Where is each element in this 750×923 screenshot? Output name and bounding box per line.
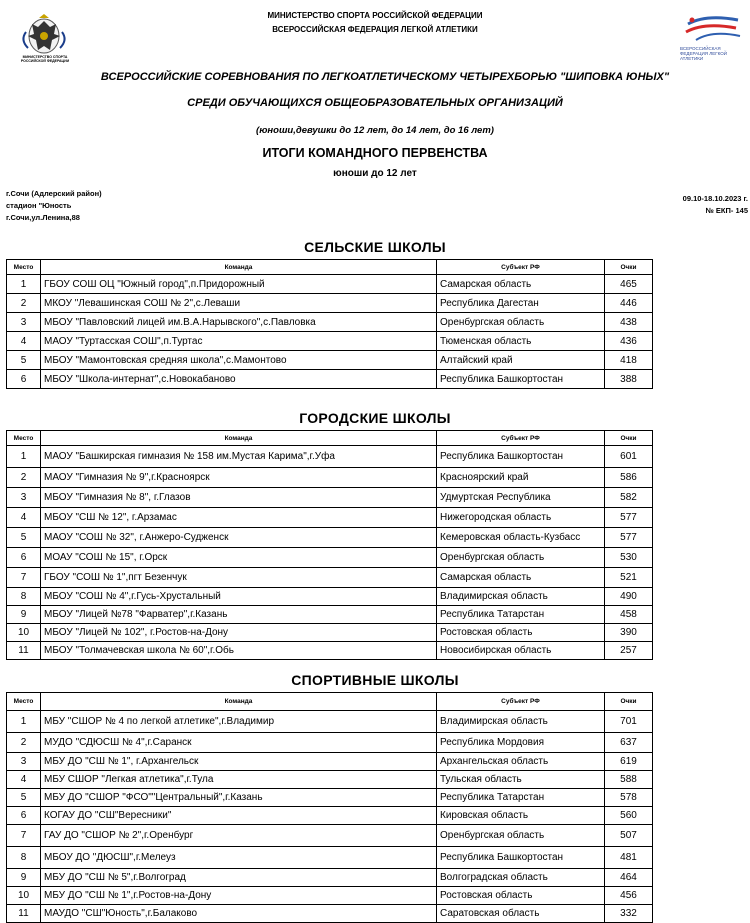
- cell-team: МБОУ "Школа-интернат",с.Новокабаново: [41, 370, 437, 389]
- ministry-name: МИНИСТЕРСТВО СПОРТА РОССИЙСКОЙ ФЕДЕРАЦИИ: [267, 11, 483, 20]
- cell-region: Ростовская область: [437, 887, 605, 905]
- table-header-row: [7, 431, 653, 446]
- column-header-place: Место: [7, 431, 41, 446]
- cell-team: МАОУ "Гимназия № 9",г.Красноярск: [41, 468, 437, 488]
- table-row: [7, 351, 653, 370]
- venue-address: г.Сочи,ул.Ленина,88: [6, 213, 80, 222]
- cell-region: Тюменская область: [437, 332, 605, 351]
- cell-region: Республика Татарстан: [437, 606, 605, 624]
- cell-region: Нижегородская область: [437, 508, 605, 528]
- cell-team: МАОУ "СОШ № 32", г.Анжеро-Судженск: [41, 528, 437, 548]
- cell-points: 456: [605, 887, 653, 905]
- section-title: СЕЛЬСКИЕ ШКОЛЫ: [304, 239, 446, 255]
- table-row: [7, 313, 653, 332]
- cell-points: 458: [605, 606, 653, 624]
- cell-points: 465: [605, 275, 653, 294]
- cell-region: Оренбургская область: [437, 548, 605, 568]
- cell-points: 418: [605, 351, 653, 370]
- cell-team: МБУ ДО "СШ № 1",г.Ростов-на-Дону: [41, 887, 437, 905]
- table-row: [7, 825, 653, 847]
- cell-points: 438: [605, 313, 653, 332]
- venue-stadium: стадион "Юность: [6, 201, 72, 210]
- cell-place: 1: [7, 275, 41, 294]
- table-row: [7, 711, 653, 733]
- cell-points: 637: [605, 733, 653, 753]
- group-label: юноши до 12 лет: [333, 168, 417, 179]
- cell-team: МБОУ "Гимназия № 8", г.Глазов: [41, 488, 437, 508]
- table-header-row: [7, 693, 653, 711]
- cell-points: 490: [605, 588, 653, 606]
- table-row: [7, 446, 653, 468]
- cell-region: Удмуртская Республика: [437, 488, 605, 508]
- venue-block: [6, 188, 102, 224]
- cell-place: 5: [7, 528, 41, 548]
- cell-region: Республика Дагестан: [437, 294, 605, 313]
- cell-points: 481: [605, 847, 653, 869]
- cell-points: 257: [605, 642, 653, 660]
- venue-city: г.Сочи (Адлерский район): [6, 189, 102, 198]
- ministry-emblem-caption: МИНИСТЕРСТВО СПОРТА РОССИЙСКОЙ ФЕДЕРАЦИИ: [20, 55, 70, 63]
- cell-points: 582: [605, 488, 653, 508]
- cell-region: Республика Мордовия: [437, 733, 605, 753]
- column-header-region: Субъект РФ: [437, 260, 605, 275]
- cell-points: 521: [605, 568, 653, 588]
- cell-team: МКОУ "Левашинская СОШ № 2",с.Леваши: [41, 294, 437, 313]
- cell-points: 332: [605, 905, 653, 923]
- cell-region: Ростовская область: [437, 624, 605, 642]
- cell-team: МУДО "СДЮСШ № 4",г.Саранск: [41, 733, 437, 753]
- cell-region: Владимирская область: [437, 711, 605, 733]
- cell-place: 5: [7, 351, 41, 370]
- cell-place: 2: [7, 733, 41, 753]
- cell-team: МБОУ "Павловский лицей им.В.А.Нарывского",с.Павловка: [41, 313, 437, 332]
- cell-region: Самарская область: [437, 275, 605, 294]
- cell-place: 8: [7, 588, 41, 606]
- competition-title-line2: СРЕДИ ОБУЧАЮЩИХСЯ ОБЩЕОБРАЗОВАТЕЛЬНЫХ ОРГАНИЗАЦИЙ: [187, 97, 563, 109]
- column-header-team: Команда: [41, 431, 437, 446]
- cell-region: Республика Башкортостан: [437, 847, 605, 869]
- cell-place: 3: [7, 488, 41, 508]
- cell-place: 11: [7, 905, 41, 923]
- section-title: ГОРОДСКИЕ ШКОЛЫ: [299, 410, 451, 426]
- cell-team: МБОУ "Лицей №78 "Фарватер",г.Казань: [41, 606, 437, 624]
- cell-points: 390: [605, 624, 653, 642]
- cell-region: Красноярский край: [437, 468, 605, 488]
- cell-points: 588: [605, 771, 653, 789]
- cell-team: МБОУ "СШ № 12", г.Арзамас: [41, 508, 437, 528]
- column-header-points: Очки: [605, 693, 653, 711]
- cell-team: КОГАУ ДО "СШ"Вересники": [41, 807, 437, 825]
- cell-region: Архангельская область: [437, 753, 605, 771]
- cell-team: ГБОУ СОШ ОЦ "Южный город",п.Придорожный: [41, 275, 437, 294]
- cell-place: 9: [7, 606, 41, 624]
- cell-team: ГБОУ "СОШ № 1",пгт Безенчук: [41, 568, 437, 588]
- cell-region: Республика Татарстан: [437, 789, 605, 807]
- table-row: [7, 548, 653, 568]
- cell-team: МБУ ДО "СШ № 1", г.Архангельск: [41, 753, 437, 771]
- cell-team: МАУДО "СШ"Юность",г.Балаково: [41, 905, 437, 923]
- cell-place: 4: [7, 332, 41, 351]
- table-row: [7, 468, 653, 488]
- cell-place: 2: [7, 468, 41, 488]
- cell-region: Оренбургская область: [437, 313, 605, 332]
- table-row: [7, 294, 653, 313]
- section-title: СПОРТИВНЫЕ ШКОЛЫ: [291, 672, 459, 688]
- table-row: [7, 847, 653, 869]
- cell-place: 2: [7, 294, 41, 313]
- cell-points: 530: [605, 548, 653, 568]
- cell-points: 601: [605, 446, 653, 468]
- cell-team: МАОУ "Туртасская СОШ",п.Туртас: [41, 332, 437, 351]
- table-row: [7, 275, 653, 294]
- cell-place: 8: [7, 847, 41, 869]
- results-table: [6, 259, 653, 389]
- cell-points: 578: [605, 789, 653, 807]
- federation-name: ВСЕРОССИЙСКАЯ ФЕДЕРАЦИЯ ЛЕГКОЙ АТЛЕТИКИ: [272, 25, 478, 34]
- table-row: [7, 753, 653, 771]
- results-title: ИТОГИ КОМАНДНОГО ПЕРВЕНСТВА: [262, 146, 488, 160]
- table-row: [7, 624, 653, 642]
- cell-region: Алтайский край: [437, 351, 605, 370]
- table-row: [7, 869, 653, 887]
- cell-points: 507: [605, 825, 653, 847]
- results-table: [6, 692, 653, 923]
- column-header-points: Очки: [605, 260, 653, 275]
- column-header-region: Субъект РФ: [437, 431, 605, 446]
- cell-place: 6: [7, 548, 41, 568]
- table-header-row: [7, 260, 653, 275]
- table-row: [7, 508, 653, 528]
- cell-place: 10: [7, 624, 41, 642]
- cell-team: МАОУ "Башкирская гимназия № 158 им.Мустая Карима",г.Уфа: [41, 446, 437, 468]
- cell-place: 7: [7, 825, 41, 847]
- cell-team: МБУ "СШОР № 4 по легкой атлетике",г.Владимир: [41, 711, 437, 733]
- column-header-team: Команда: [41, 693, 437, 711]
- cell-team: МБУ ДО "СШ № 5",г.Волгоград: [41, 869, 437, 887]
- cell-team: МБОУ "Лицей № 102", г.Ростов-на-Дону: [41, 624, 437, 642]
- cell-team: МБОУ ДО "ДЮСШ",г.Мелеуз: [41, 847, 437, 869]
- table-row: [7, 528, 653, 548]
- column-header-points: Очки: [605, 431, 653, 446]
- cell-team: МБУ СШОР "Легкая атлетика",г.Тула: [41, 771, 437, 789]
- table-row: [7, 370, 653, 389]
- cell-place: 3: [7, 753, 41, 771]
- cell-points: 619: [605, 753, 653, 771]
- competition-title-line1: ВСЕРОССИЙСКИЕ СОРЕВНОВАНИЯ ПО ЛЕГКОАТЛЕТИЧЕСКОМУ ЧЕТЫРЕХБОРЬЮ "ШИПОВКА ЮНЫХ": [100, 71, 670, 83]
- cell-region: Кемеровская область-Кузбасс: [437, 528, 605, 548]
- cell-region: Самарская область: [437, 568, 605, 588]
- table-row: [7, 606, 653, 624]
- cell-region: Тульская область: [437, 771, 605, 789]
- cell-region: Республика Башкортостан: [437, 370, 605, 389]
- table-row: [7, 332, 653, 351]
- cell-place: 4: [7, 771, 41, 789]
- table-row: [7, 588, 653, 606]
- cell-points: 701: [605, 711, 653, 733]
- cell-points: 586: [605, 468, 653, 488]
- column-header-team: Команда: [41, 260, 437, 275]
- cell-place: 7: [7, 568, 41, 588]
- cell-place: 6: [7, 370, 41, 389]
- table-row: [7, 488, 653, 508]
- cell-team: МБОУ "Толмачевская школа № 60",г.Обь: [41, 642, 437, 660]
- event-dates: 09.10-18.10.2023 г.: [682, 194, 748, 203]
- cell-place: 11: [7, 642, 41, 660]
- cell-points: 446: [605, 294, 653, 313]
- cell-team: МОАУ "СОШ № 15", г.Орск: [41, 548, 437, 568]
- cell-region: Кировская область: [437, 807, 605, 825]
- cell-region: Оренбургская область: [437, 825, 605, 847]
- column-header-place: Место: [7, 260, 41, 275]
- table-row: [7, 789, 653, 807]
- table-row: [7, 771, 653, 789]
- dates-block: [683, 193, 748, 217]
- cell-place: 1: [7, 446, 41, 468]
- table-row: [7, 887, 653, 905]
- table-row: [7, 642, 653, 660]
- cell-region: Новосибирская область: [437, 642, 605, 660]
- cell-place: 10: [7, 887, 41, 905]
- cell-points: 436: [605, 332, 653, 351]
- cell-team: МБОУ "Мамонтовская средняя школа",с.Мамонтово: [41, 351, 437, 370]
- table-row: [7, 733, 653, 753]
- table-row: [7, 807, 653, 825]
- cell-region: Республика Башкортостан: [437, 446, 605, 468]
- cell-place: 1: [7, 711, 41, 733]
- cell-place: 3: [7, 313, 41, 332]
- cell-region: Саратовская область: [437, 905, 605, 923]
- cell-place: 4: [7, 508, 41, 528]
- cell-team: МБОУ "СОШ № 4",г.Гусь-Хрустальный: [41, 588, 437, 606]
- table-row: [7, 568, 653, 588]
- column-header-place: Место: [7, 693, 41, 711]
- cell-place: 9: [7, 869, 41, 887]
- event-code: № ЕКП- 145: [705, 206, 748, 215]
- cell-place: 5: [7, 789, 41, 807]
- cell-points: 560: [605, 807, 653, 825]
- results-table: [6, 430, 653, 660]
- athletics-federation-caption: ВСЕРОССИЙСКАЯ ФЕДЕРАЦИЯ ЛЕГКОЙ АТЛЕТИКИ: [680, 46, 727, 61]
- age-groups: (юноши,девушки до 12 лет, до 14 лет, до 16 лет): [256, 125, 494, 136]
- cell-region: Владимирская область: [437, 588, 605, 606]
- cell-points: 577: [605, 528, 653, 548]
- cell-place: 6: [7, 807, 41, 825]
- cell-team: ГАУ ДО "СШОР № 2",г.Оренбург: [41, 825, 437, 847]
- cell-region: Волгоградская область: [437, 869, 605, 887]
- column-header-region: Субъект РФ: [437, 693, 605, 711]
- cell-points: 577: [605, 508, 653, 528]
- cell-points: 388: [605, 370, 653, 389]
- cell-points: 464: [605, 869, 653, 887]
- cell-team: МБУ ДО "СШОР "ФСО""Центральный",г.Казань: [41, 789, 437, 807]
